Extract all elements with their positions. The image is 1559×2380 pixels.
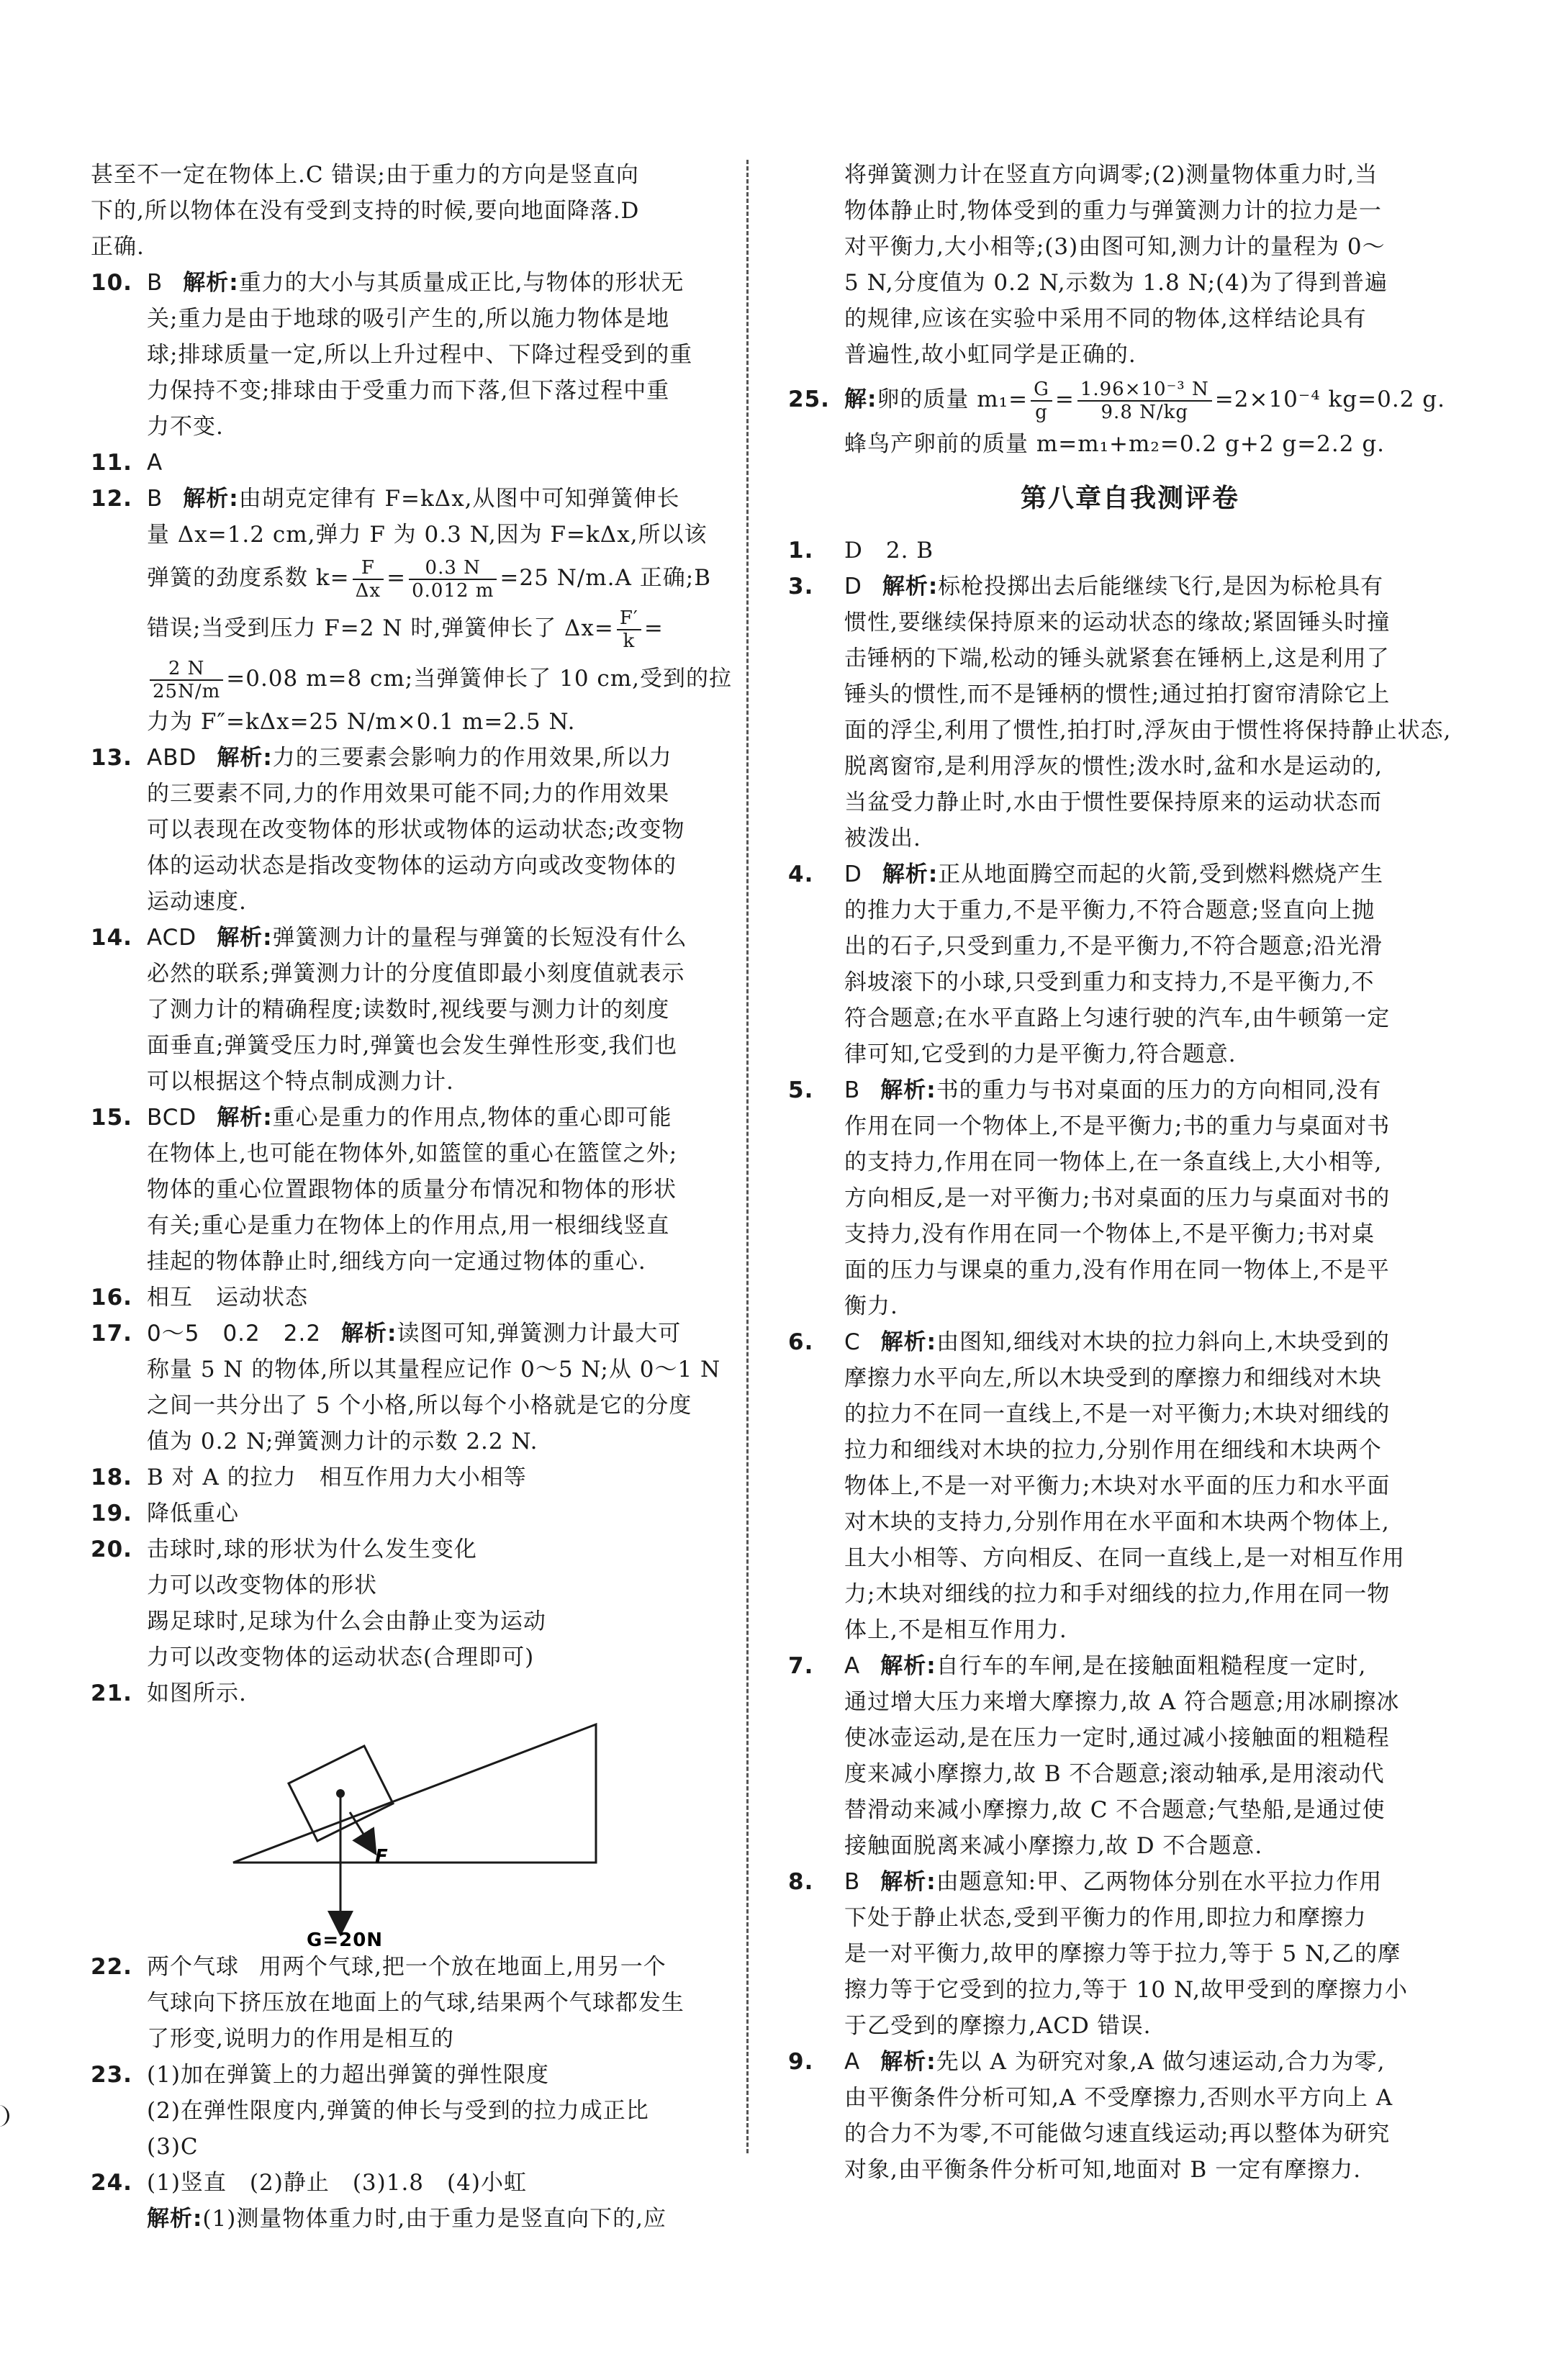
answer-17: 17. 0～5 0.2 2.2 解析:读图可知,弹簧测力计最大可 称量 5 N 的物体,所以其量程应记作 0～5 N;从 0～1 N 之间一共分出了 5 个小格,所以每个小格就是它的分度 值为 0.2 N;弹簧测力计的示数 2.2 N.	[91, 1321, 721, 1454]
answer-18: 18. B 对 A 的拉力 相互作用力大小相等	[91, 1465, 527, 1490]
answer-20: 20. 击球时,球的形状为什么发生变化 力可以改变物体的形状 踢足球时,足球为什么会由静止变为运动 力可以改变物体的运动状态(合理即可)	[91, 1537, 546, 1670]
fraction-k-values: $\frac{0.3 N}{0.012 m}$	[409, 557, 497, 602]
answer-11: 11. A	[91, 450, 163, 476]
answer-24: 24. (1)竖直 (2)静止 (3)1.8 (4)小虹 解析:(1)测量物体重力时,由于重力是竖直向下的,应	[91, 2170, 667, 2232]
incline-force-diagram	[91, 1711, 774, 1949]
fraction-dx-values: $\frac{2 N}{25N/m}$	[150, 658, 223, 702]
answer-10: 10. B 解析:重力的大小与其质量成正比,与物体的形状无 关;重力是由于地球的吸引产生的,所以施力物体是地 球;排球质量一定,所以上升过程中、下降过程受到的重 力保持不变;排球由于受重力而下落,但下落过程中重 力不变.	[91, 270, 693, 440]
answer-19: 19. 降低重心	[91, 1501, 239, 1526]
answer-21: 21. 如图所示.	[91, 1680, 247, 1706]
fraction-mass: $\frac{G}{g}$	[1031, 379, 1052, 423]
force-label: F	[375, 1846, 389, 1868]
answer-14: 14. ACD 解析:弹簧测力计的量程与弹簧的长短没有什么 必然的联系;弹簧测力计的分度值即最小刻度值就表示 了测力计的精确程度;读数时,视线要与测力计的刻度 面垂直;弹簧受压力时,弹簧也会发生弹性形变,我们也 可以根据这个特点制成测力计.	[91, 925, 687, 1095]
left-column	[91, 157, 774, 2237]
answer-7: 7. A 解析:自行车的车闸,是在接触面粗糙程度一定时, 通过增大压力来增大摩擦力,故 A 符合题意;用冰刷擦冰 使冰壶运动,是在压力一定时,通过减小接触面的粗糙程 度来减小摩擦力,故 B 不合题意;滚动轴承,是用滚动代 替滑动来减小摩擦力,故 C 不合题意;气垫船,是通过使 接触面脱离来减小摩擦力,故 D 不合题意.	[788, 1653, 1400, 1859]
page-edge-mark	[0, 2105, 9, 2127]
answer-23: 23. (1)加在弹簧上的力超出弹簧的弹性限度 (2)在弹性限度内,弹簧的伸长与受到的拉力成正比 (3)C	[91, 2062, 649, 2160]
incline-triangle	[233, 1724, 596, 1863]
answer-12: 12. B 解析:由胡克定律有 F=kΔx,从图中可知弹簧伸长 量 Δx=1.2 cm,弹力 F 为 0.3 N,因为 F=kΔx,所以该 弹簧的劲度系数 k= $\frac{F}{\Delta x}$ = $\frac{0.3 N}{0.012 m}$ =25 N/m.A 正确;B 错误;当受到压力 F=2 N 时,弹簧伸长了 Δx= $\frac{F'}{k}$ = $\frac{2 N}{25N/m}$ =0.08 m=8 cm;当弹簧伸长了 10 cm,受到的拉 力为 F″=kΔx=25 N/m×0.1 m=2.5 N.	[91, 486, 733, 735]
answer-9: 9. A 解析:先以 A 为研究对象,A 做匀速运动,合力为零, 由平衡条件分析可知,A 不受摩擦力,否则水平方向上 A 的合力不为零,不可能做匀速直线运动;再以整体为研究 对象,由平衡条件分析可知,地面对 B 一定有摩擦力.	[788, 2049, 1393, 2183]
fraction-dx: $\frac{F'}{k}$	[617, 607, 641, 652]
answer-6: 6. C 解析:由图知,细线对木块的拉力斜向上,木块受到的 摩擦力水平向左,所以木块受到的摩擦力和细线对木块 的拉力不在同一直线上,不是一对平衡力;木块对细线的 拉力和细线对木块的拉力,分别作用在细线和木块两个 物体上,不是一对平衡力;木块对水平面的压力和水平面 对木块的支持力,分别作用在水平面和木块两个物体上, 且大小相等、方向相反、在同一直线上,是一对相互作用 力;木块对细线的拉力和手对细线的拉力,作用在同一物 体上,不是相互作用力.	[788, 1329, 1405, 1643]
answer-5: 5. B 解析:书的重力与书对桌面的压力的方向相同,没有 作用在同一个物体上,不是平衡力;书的重力与桌面对书 的支持力,作用在同一物体上,在一条直线上,大小相等, 方向相反,是一对平衡力;书对桌面的压力与桌面对书的 支持力,没有作用在同一个物体上,不是平衡力;书对桌 面的压力与课桌的重力,没有作用在同一物体上,不是平 衡力.	[788, 1077, 1391, 1319]
answer-13: 13. ABD 解析:力的三要素会影响力的作用效果,所以力 的三要素不同,力的作用效果可能不同;力的作用效果 可以表现在改变物体的形状或物体的运动状态;改变物 体的运动状态是指改变物体的运动方向或改变物体的 运动速度.	[91, 745, 685, 915]
answer-3: 3. D 解析:标枪投掷出去后能继续飞行,是因为标枪具有 惯性,要继续保持原来的运动状态的缘故;紧固锤头时撞 击锤柄的下端,松动的锤头就紧套在锤柄上,这是利用了 锤头的惯性,而不是锤柄的惯性;通过拍打窗帘清除它上 面的浮尘,利用了惯性,拍打时,浮灰由于惯性将保持静止状态, 脱离窗帘,是利用浮灰的惯性;泼水时,盆和水是运动的, 当盆受力静止时,水由于惯性要保持原来的运动状态而 被泼出.	[788, 574, 1452, 851]
answer-22: 22. 两个气球 用两个气球,把一个放在地面上,用另一个 气球向下挤压放在地面上的气球,结果两个气球都发生 了形变,说明力的作用是相互的	[91, 1954, 684, 2052]
fraction-mass-values: $\frac{\text{1.96×10⁻³ N}}{9.8 N/kg}$	[1077, 379, 1212, 423]
fraction-k: $\frac{F}{\Delta x}$	[353, 557, 384, 602]
section-title: 第八章自我测评卷	[1020, 484, 1239, 513]
right-column	[788, 157, 1472, 2188]
answer-1-2: 1. D 2. B	[788, 538, 934, 564]
answer-15: 15. BCD 解析:重心是重力的作用点,物体的重心即可能 在物体上,也可能在物体外,如篮筐的重心在篮筐之外; 物体的重心位置跟物体的质量分布情况和物体的形状 有关;重心是重力在物体上的作用点,用一根细线竖直 挂起的物体静止时,细线方向一定通过物体的重心.	[91, 1105, 678, 1275]
answer-24-continuation: 将弹簧测力计在竖直方向调零;(2)测量物体重力时,当 物体静止时,物体受到的重力与弹簧测力计的拉力是一 对平衡力,大小相等;(3)由图可知,测力计的量程为 0～ 5 N,分度值为 0.2 N,示数为 1.8 N;(4)为了得到普遍 的规律,应该在实验中采用不同的物体,这样结论具有 普遍性,故小虹同学是正确的.	[844, 162, 1388, 368]
answer-4: 4. D 解析:正从地面腾空而起的火箭,受到燃料燃烧产生 的推力大于重力,不是平衡力,不符合题意;竖直向上抛 出的石子,只受到重力,不是平衡力,不符合题意;沿光滑 斜坡滚下的小球,只受到重力和支持力,不是平衡力,不 符合题意;在水平直路上匀速行驶的汽车,由牛顿第一定 律可知,它受到的力是平衡力,符合题意.	[788, 861, 1391, 1067]
incline-figure-svg	[91, 1711, 774, 1949]
gravity-label: G=20N	[307, 1929, 384, 1949]
answer-9-continuation: 甚至不一定在物体上.C 错误;由于重力的方向是竖直向 下的,所以物体在没有受到支持的时候,要向地面降落.D 正确.	[91, 162, 640, 260]
answer-8: 8. B 解析:由题意知:甲、乙两物体分别在水平拉力作用 下处于静止状态,受到平衡力的作用,即拉力和摩擦力 是一对平衡力,故甲的摩擦力等于拉力,等于 5 N,乙的摩 擦力等于它受到的拉力,等于 10 N,故甲受到的摩擦力小 于乙受到的摩擦力,ACD 错误.	[788, 1869, 1409, 2039]
answer-25: 25. 解:卵的质量 m₁= $\frac{G}{g}$ = $\frac{\text{1.96×10⁻³ N}}{9.8 N/kg}$ =2×10⁻⁴ kg=0.2 g. 蜂鸟产卵前的质量 m=m₁+m₂=0.2 g+2 g=2.2 g.	[788, 378, 1445, 457]
answer-16: 16. 相互 运动状态	[91, 1285, 308, 1311]
